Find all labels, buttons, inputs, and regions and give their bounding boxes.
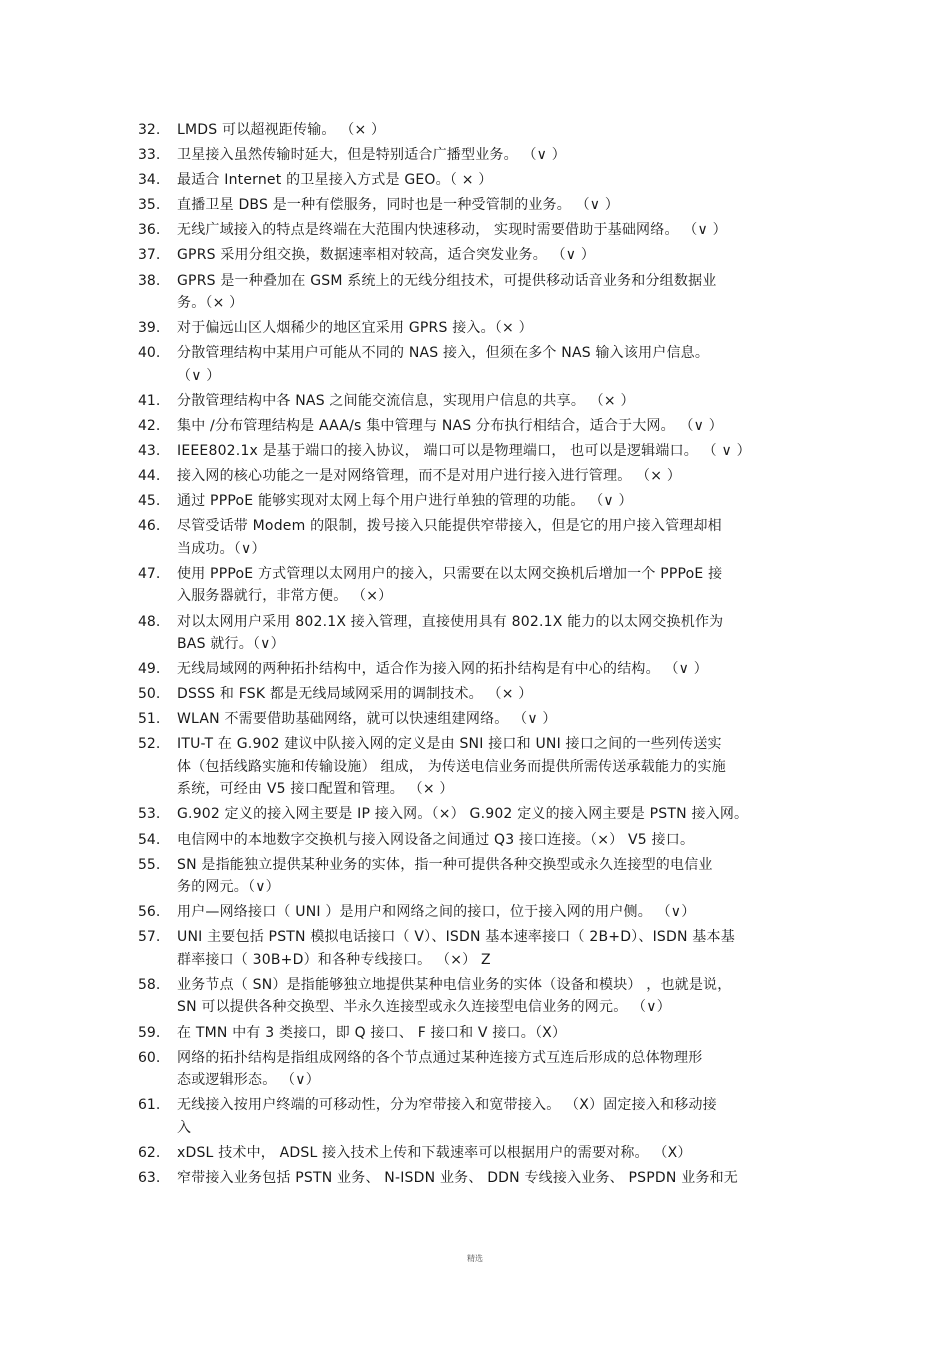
- item-text: IEEE802.1x 是基于端口的接入协议， 端口可以是物理端口， 也可以是逻辑端口。 （ ∨ ）: [177, 443, 751, 460]
- item-text: 卫星接入虽然传输时延大，但是特别适合广播型业务。 （∨ ）: [177, 147, 566, 164]
- item-text: 接入网的核心功能之一是对网络管理，而不是对用户进行接入进行管理。 （× ）: [177, 468, 682, 485]
- item-text: WLAN 不需要借助基础网络，就可以快速组建网络。 （∨ ）: [177, 711, 557, 728]
- list-item: [138, 415, 818, 438]
- item-number: 52.: [138, 736, 161, 753]
- question-list: [138, 119, 818, 1192]
- item-number: 61.: [138, 1097, 161, 1114]
- list-item: [138, 854, 818, 899]
- item-number: 53.: [138, 806, 161, 823]
- list-item: [138, 829, 818, 852]
- item-text: 分散管理结构中某用户可能从不同的 NAS 接入，但须在多个 NAS 输入该用户信息。 （∨ ）: [177, 345, 710, 384]
- item-text: 分散管理结构中各 NAS 之间能交流信息，实现用户信息的共享。 （× ）: [177, 392, 635, 409]
- item-text: UNI 主要包括 PSTN 模拟电话接口（ V）、ISDN 基本速率接口（ 2B+D）、ISDN 基本基 群率接口（ 30B+D）和各种专线接口。 （×） Z: [177, 929, 735, 968]
- item-number: 42.: [138, 417, 161, 434]
- item-number: 58.: [138, 976, 161, 993]
- list-item: [138, 658, 818, 681]
- item-text: 对以太网用户采用 802.1X 接入管理，直接使用具有 802.1X 能力的以太网交换机作为 BAS 就行。（∨）: [177, 613, 724, 652]
- list-item: [138, 683, 818, 706]
- item-number: 57.: [138, 929, 161, 946]
- list-item: [138, 119, 818, 142]
- list-item: [138, 515, 818, 560]
- list-item: [138, 342, 818, 387]
- item-number: 40.: [138, 345, 161, 362]
- list-item: [138, 244, 818, 267]
- item-text: SN 是指能独立提供某种业务的实体，指一种可提供各种交换型或永久连接型的电信业 务的网元。（∨）: [177, 856, 713, 896]
- item-text: GPRS 是一种叠加在 GSM 系统上的无线分组技术，可提供移动话音业务和分组数据业 务。（× ）: [177, 272, 717, 312]
- item-number: 62.: [138, 1144, 161, 1161]
- list-item: [138, 1094, 818, 1139]
- list-item: [138, 465, 818, 488]
- item-number: 59.: [138, 1024, 161, 1041]
- item-text: 网络的拓扑结构是指组成网络的各个节点通过某种连接方式互连后形成的总体物理形 态或逻辑形态。 （∨）: [177, 1049, 703, 1089]
- item-number: 56.: [138, 904, 161, 921]
- item-text: 对于偏远山区人烟稀少的地区宜采用 GPRS 接入。（× ）: [177, 320, 533, 337]
- item-number: 45.: [138, 493, 161, 510]
- list-item: [138, 194, 818, 217]
- list-item: [138, 317, 818, 340]
- list-item: [138, 611, 818, 656]
- list-item: [138, 490, 818, 513]
- item-number: 35.: [138, 197, 161, 214]
- item-text: 用户—网络接口（ UNI ）是用户和网络之间的接口，位于接入网的用户侧。 （∨）: [177, 904, 696, 921]
- item-text: 在 TMN 中有 3 类接口，即 Q 接口、 F 接口和 V 接口。（X）: [177, 1024, 567, 1041]
- list-item: [138, 390, 818, 413]
- item-number: 36.: [138, 222, 161, 239]
- item-number: 50.: [138, 686, 161, 703]
- item-text: GPRS 采用分组交换，数据速率相对较高，适合突发业务。 （∨ ）: [177, 247, 596, 264]
- item-number: 48.: [138, 613, 161, 630]
- item-text: G.902 定义的接入网主要是 IP 接入网。（×） G.902 定义的接入网主要是 PSTN 接入网。: [177, 806, 749, 823]
- item-number: 38.: [138, 272, 161, 289]
- list-item: [138, 1142, 818, 1165]
- item-number: 43.: [138, 443, 161, 460]
- item-text: DSSS 和 FSK 都是无线局域网采用的调制技术。 （× ）: [177, 686, 533, 703]
- list-item: [138, 974, 818, 1019]
- item-text: 窄带接入业务包括 PSTN 业务、 N-ISDN 业务、 DDN 专线接入业务、 PSPDN 业务和无: [177, 1169, 739, 1186]
- item-text: 电信网中的本地数字交换机与接入网设备之间通过 Q3 接口连接。（×） V5 接口。: [177, 831, 695, 848]
- list-item: [138, 926, 818, 971]
- item-text: 通过 PPPoE 能够实现对太网上每个用户进行单独的管理的功能。 （∨ ）: [177, 493, 633, 510]
- list-item: [138, 144, 818, 167]
- item-number: 33.: [138, 147, 161, 164]
- item-number: 37.: [138, 247, 161, 264]
- item-number: 34.: [138, 172, 161, 189]
- item-number: 46.: [138, 518, 161, 535]
- item-text: 业务节点（ SN）是指能够独立地提供某种电信业务的实体（设备和模块） ，也就是说， SN 可以提供各种交换型、半永久连接型或永久连接型电信业务的网元。 （∨）: [177, 976, 732, 1016]
- item-text: 尽管受话带 Modem 的限制，拨号接入只能提供窄带接入，但是它的用户接入管理却相 当成功。（∨）: [177, 518, 722, 557]
- list-item: [138, 1022, 818, 1045]
- list-item: [138, 440, 818, 463]
- item-number: 41.: [138, 392, 161, 409]
- list-item: [138, 219, 818, 242]
- item-number: 60.: [138, 1049, 161, 1066]
- list-item: [138, 169, 818, 192]
- list-item: [138, 901, 818, 924]
- item-number: 47.: [138, 565, 161, 582]
- list-item: [138, 708, 818, 731]
- list-item: [138, 1167, 818, 1190]
- list-item: [138, 563, 818, 608]
- list-item: [138, 803, 818, 826]
- list-item: [138, 270, 818, 315]
- list-item: [138, 1047, 818, 1092]
- item-text: 使用 PPPoE 方式管理以太网用户的接入，只需要在以太网交换机后增加一个 PPPoE 接 入服务器就行，非常方便。 （×）: [177, 565, 723, 605]
- item-text: 无线接入按用户终端的可移动性，分为窄带接入和宽带接入。 （X）固定接入和移动接 入: [177, 1097, 717, 1136]
- item-text: 无线局域网的两种拓扑结构中，适合作为接入网的拓扑结构是有中心的结构。 （∨ ）: [177, 661, 708, 678]
- item-number: 32.: [138, 122, 161, 138]
- page-footer: 精选: [467, 1254, 483, 1263]
- item-number: 49.: [138, 661, 161, 678]
- item-text: ITU-T 在 G.902 建议中队接入网的定义是由 SNI 接口和 UNI 接口之间的一些列传送实 体（包括线路实施和传输设施） 组成， 为传送电信业务而提供所需传送承载能力的实施 系统，可经由 V5 接口配置和管理。 （× ）: [177, 736, 726, 798]
- item-number: 44.: [138, 468, 161, 485]
- item-text: 最适合 Internet 的卫星接入方式是 GEO。（ × ）: [177, 172, 493, 189]
- item-text: xDSL 技术中， ADSL 接入技术上传和下载速率可以根据用户的需要对称。 （X）: [177, 1144, 692, 1161]
- item-text: 直播卫星 DBS 是一种有偿服务，同时也是一种受管制的业务。 （∨ ）: [177, 197, 620, 214]
- item-number: 63.: [138, 1169, 161, 1186]
- item-text: LMDS 可以超视距传输。 （× ）: [177, 122, 386, 138]
- item-number: 55.: [138, 856, 161, 873]
- item-number: 51.: [138, 711, 161, 728]
- item-number: 54.: [138, 831, 161, 848]
- item-number: 39.: [138, 320, 161, 337]
- list-item: [138, 733, 818, 801]
- item-text: 无线广域接入的特点是终端在大范围内快速移动， 实现时需要借助于基础网络。 （∨ ）: [177, 222, 727, 239]
- item-text: 集中 /分布管理结构是 AAA/s 集中管理与 NAS 分布执行相结合，适合于大网。 （∨ ）: [177, 417, 723, 434]
